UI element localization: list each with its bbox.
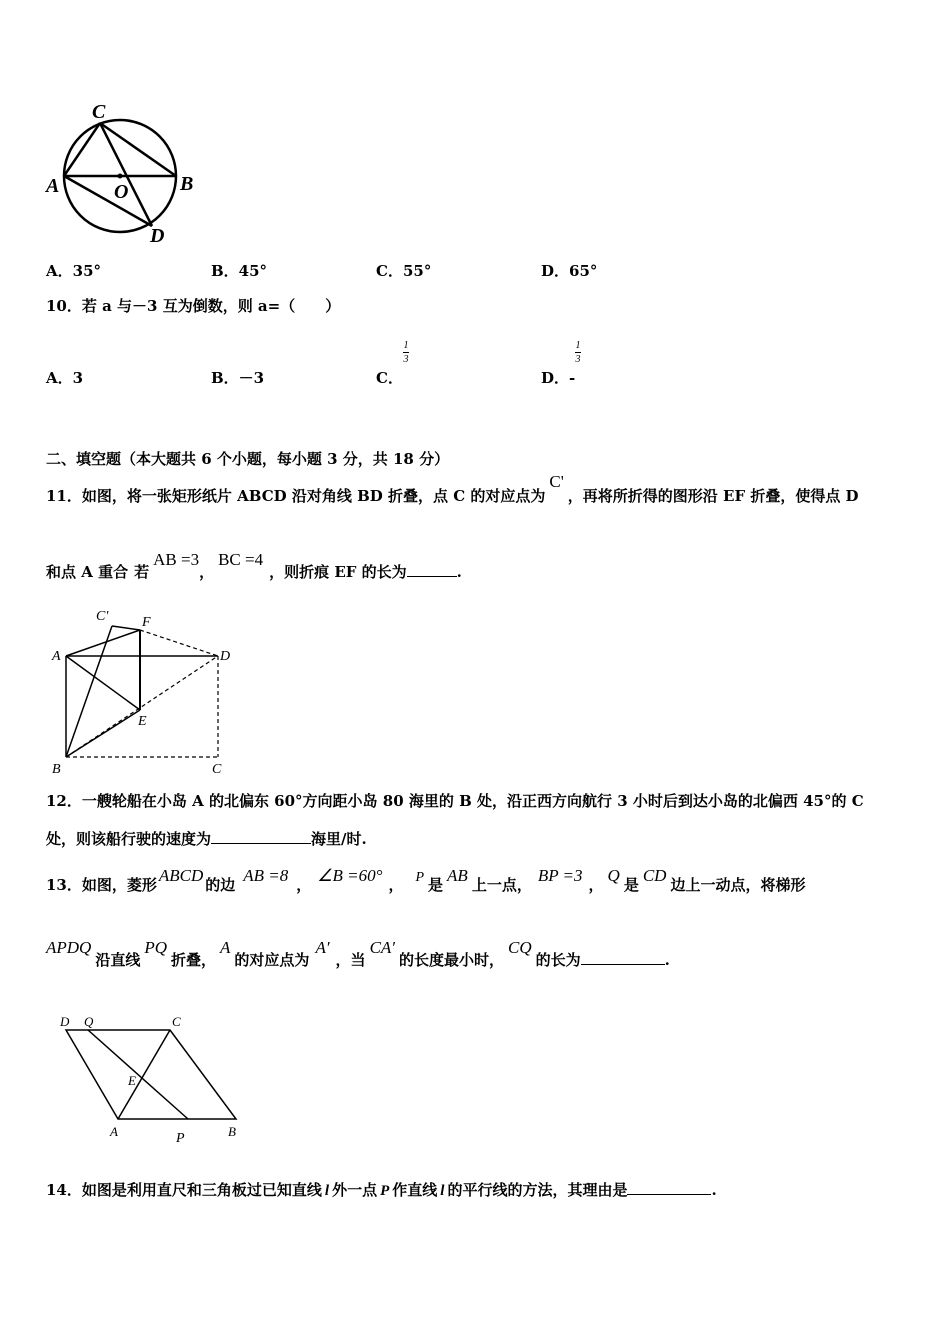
fraction-denominator: 3 bbox=[403, 354, 409, 365]
q11-bc: BC =4 bbox=[218, 550, 264, 569]
q14-text-3: 作直线 bbox=[392, 1181, 438, 1199]
q11-text-a: 11．如图，将一张矩形纸片 ABCD 沿对角线 BD 折叠，点 C 的对应点为 bbox=[46, 487, 546, 505]
label-d: D bbox=[60, 1014, 70, 1029]
q13-bp: BP =3 bbox=[537, 866, 583, 885]
label-b: B bbox=[228, 1124, 236, 1139]
q13-rhombus-figure bbox=[52, 1010, 252, 1150]
q13-apdq: APDQ bbox=[46, 938, 92, 957]
q13-ca-prime: CA′ bbox=[369, 938, 396, 957]
q9-option-c: C．55° bbox=[376, 262, 432, 280]
q13-cq: CQ bbox=[508, 938, 532, 957]
segment-pq bbox=[88, 1030, 188, 1119]
rhombus-abcd bbox=[66, 1030, 236, 1119]
q11-text-c: 和点 A 重合 bbox=[46, 563, 129, 581]
label-c: C bbox=[212, 762, 222, 777]
q9-circle-figure bbox=[40, 100, 210, 250]
center-point bbox=[118, 174, 123, 179]
q14-point-p: P bbox=[380, 1183, 390, 1199]
q11-c-prime: C' bbox=[549, 472, 564, 491]
q13-ab: AB bbox=[447, 866, 468, 885]
q11-text-d: 若 bbox=[134, 563, 150, 581]
label-d: D bbox=[150, 225, 165, 247]
q13-text-7: 沿直线 bbox=[95, 951, 141, 969]
q14-line-l: l bbox=[324, 1183, 330, 1199]
q13-comma-1: ， bbox=[296, 876, 312, 894]
q13-text-8: 折叠， bbox=[171, 951, 217, 969]
label-d: D bbox=[220, 649, 231, 664]
q13-text-13: . bbox=[664, 951, 670, 969]
q13-q: Q bbox=[607, 866, 620, 885]
segment-be bbox=[66, 710, 140, 757]
q11-answer-blank[interactable] bbox=[407, 562, 457, 577]
q13-text-12: 的长为 bbox=[535, 951, 581, 969]
q13-text-5: 是 bbox=[623, 876, 639, 894]
q13-text-3: 是 bbox=[428, 876, 444, 894]
q11-comma: ， bbox=[199, 563, 215, 581]
q11-text-e: ，则折痕 EF 的长为 bbox=[269, 563, 407, 581]
label-o: O bbox=[114, 181, 129, 203]
label-q: Q bbox=[84, 1014, 94, 1029]
q13-p: P bbox=[415, 870, 425, 885]
label-a: A bbox=[110, 1124, 118, 1139]
q13-text-11: 的长度最小时， bbox=[399, 951, 505, 969]
q13-text-1: 13．如图，菱形 bbox=[46, 876, 157, 894]
q13-answer-blank[interactable] bbox=[581, 950, 665, 965]
label-c-prime: C' bbox=[96, 609, 109, 624]
q12-answer-blank[interactable] bbox=[211, 829, 311, 844]
q12-line1: 12．一艘轮船在小岛 A 的北偏东 60°方向距小岛 80 海里的 B 处，沿正西方向航行 3 小时后到达小岛的北偏西 45°的 C bbox=[46, 792, 864, 810]
segment-c-prime-f bbox=[112, 626, 140, 630]
segment-ae bbox=[66, 656, 140, 710]
fraction-bar bbox=[575, 352, 581, 353]
q11-text-f: . bbox=[456, 563, 462, 581]
q13-ab8: AB =8 bbox=[243, 866, 289, 885]
q14-stem bbox=[46, 1180, 717, 1201]
q10-option-b: B．－3 bbox=[211, 369, 265, 387]
label-b: B bbox=[52, 762, 61, 777]
q11-line2 bbox=[46, 550, 462, 582]
q13-a: A bbox=[220, 938, 231, 957]
q10-c-fraction bbox=[403, 340, 409, 365]
fraction-numerator: 1 bbox=[575, 340, 581, 351]
q9-option-b: B．45° bbox=[211, 262, 268, 280]
label-e: E bbox=[138, 714, 147, 729]
section-title: 二、填空题（本大题共 6 个小题，每小题 3 分，共 18 分） bbox=[46, 450, 450, 468]
q13-cd: CD bbox=[642, 866, 667, 885]
q9-option-d: D．65° bbox=[541, 262, 598, 280]
q9-option-a: A．35° bbox=[46, 262, 102, 280]
q11-ab: AB =3 bbox=[153, 550, 200, 569]
q13-text-2: 的边 bbox=[205, 876, 236, 894]
q13-text-10: ，当 bbox=[335, 951, 366, 969]
q13-abcd: ABCD bbox=[158, 866, 204, 885]
q13-text-6: 边上一动点，将梯形 bbox=[670, 876, 806, 894]
fraction-denominator: 3 bbox=[575, 354, 581, 365]
label-a: A bbox=[46, 175, 60, 197]
chord-cb bbox=[100, 123, 176, 176]
q13-line1 bbox=[46, 866, 806, 897]
q13-line2 bbox=[46, 938, 670, 970]
q13-text-9: 的对应点为 bbox=[234, 951, 310, 969]
label-f: F bbox=[142, 615, 151, 630]
q12-text-b: 海里/时. bbox=[311, 830, 367, 848]
q10-option-d: D．- bbox=[541, 369, 576, 387]
label-b: B bbox=[180, 173, 194, 195]
q12-text-a: 处，则该船行驶的速度为 bbox=[46, 830, 212, 848]
fraction-numerator: 1 bbox=[403, 340, 409, 351]
q14-text-5: . bbox=[711, 1181, 717, 1199]
q13-comma-3: ， bbox=[588, 876, 604, 894]
q14-answer-blank[interactable] bbox=[627, 1180, 711, 1195]
q11-rectangle-figure bbox=[44, 600, 244, 780]
q13-comma-2: ， bbox=[388, 876, 404, 894]
q14-text-4: 的平行线的方法，其理由是 bbox=[447, 1181, 628, 1199]
q14-text-1: 14．如图是利用直尺和三角板过已知直线 bbox=[46, 1181, 322, 1199]
q11-text-b: ，再将所折得的图形沿 EF 折叠，使得点 D bbox=[567, 487, 859, 505]
label-c: C bbox=[92, 101, 106, 123]
segment-ac bbox=[118, 1030, 170, 1119]
label-a: A bbox=[52, 649, 61, 664]
q13-angle: ∠B =60° bbox=[317, 866, 383, 885]
q10-stem: 10．若 a 与－3 互为倒数，则 a=（ ） bbox=[46, 297, 341, 315]
q13-pq: PQ bbox=[144, 938, 168, 957]
segment-bc-prime bbox=[66, 626, 112, 757]
q11-line1 bbox=[46, 472, 859, 506]
q14-text-2: 外一点 bbox=[332, 1181, 378, 1199]
segment-fd bbox=[140, 630, 218, 656]
q12-line2 bbox=[46, 829, 367, 849]
label-c: C bbox=[172, 1014, 181, 1029]
fraction-bar bbox=[403, 352, 409, 353]
q13-text-4: 上一点， bbox=[471, 876, 532, 894]
q10-option-c: C． bbox=[376, 369, 403, 387]
q13-a-prime: A′ bbox=[315, 938, 330, 957]
label-e: E bbox=[128, 1073, 136, 1088]
q14-line-l-2: l bbox=[440, 1183, 445, 1199]
q10-option-a: A．3 bbox=[46, 369, 84, 387]
q10-d-fraction bbox=[575, 340, 581, 365]
label-p: P bbox=[176, 1131, 185, 1146]
